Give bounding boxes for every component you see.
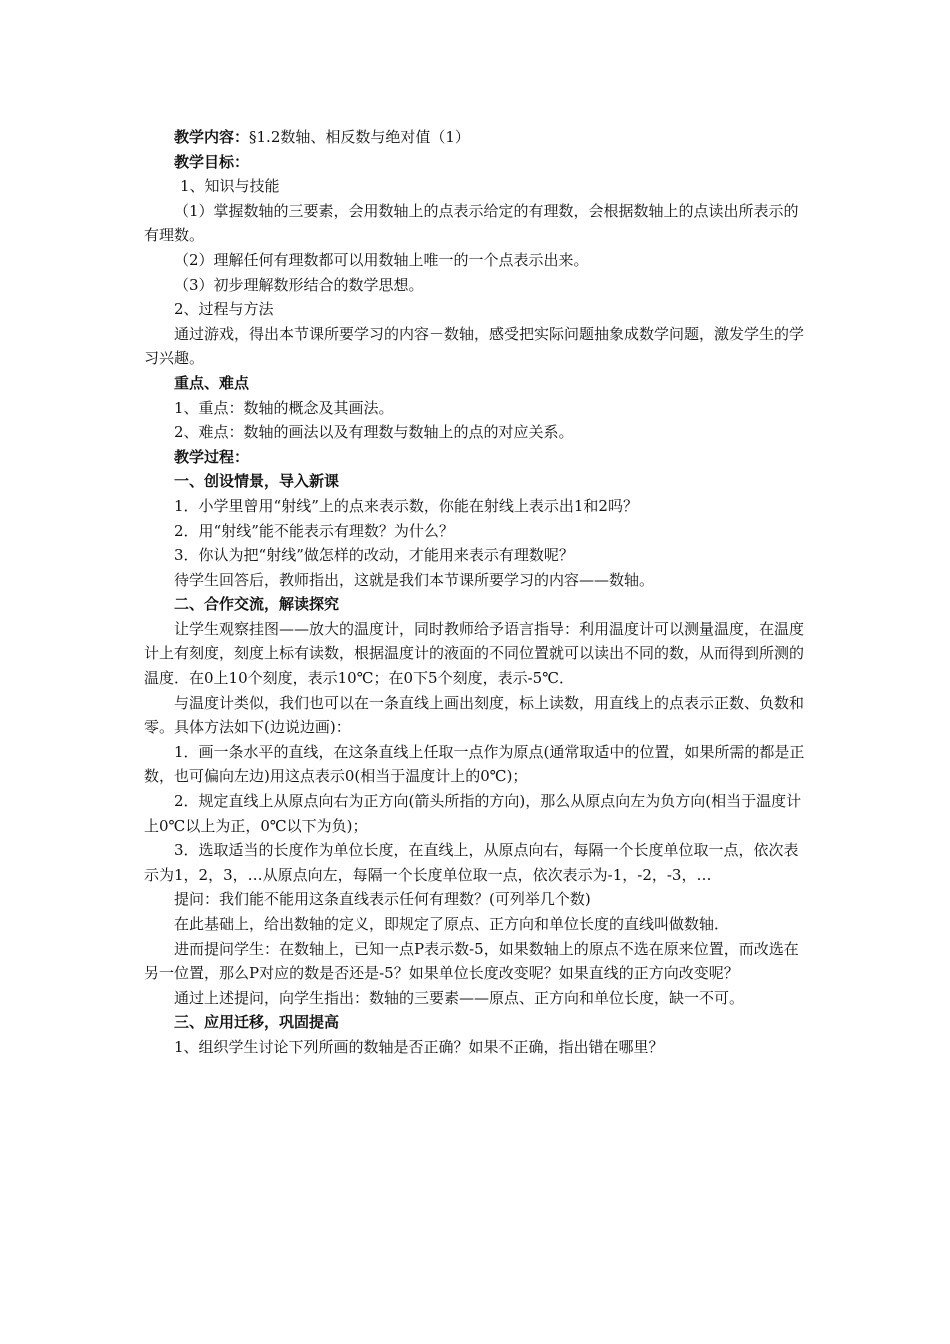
section-3-heading: 三、应用迁移，巩固提高 — [174, 1013, 340, 1032]
teaching-content-line — [144, 125, 812, 150]
objective-1-1: （1）掌握数轴的三要素，会用数轴上的点表示给定的有理数，会根据数轴上的点读出所表示的有理数。 — [144, 201, 799, 245]
section-2-further-question: 进而提问学生：在数轴上，已知一点P表示数-5，如果数轴上的原点不选在原来位置，而改选在另一位置，那么P对应的数是否还是-5？如果单位长度改变呢？如果直线的正方向改变呢？ — [144, 939, 799, 983]
section-2-paragraph-2: 与温度计类似，我们也可以在一条直线上画出刻度，标上读数，用直线上的点表示正数、负数和零。具体方法如下(边说边画)： — [144, 693, 805, 737]
section-2-step-3: 3．选取适当的长度作为单位长度，在直线上，从原点向右，每隔一个长度单位取一点，依次表示为1，2，3，…从原点向左，每隔一个长度单位取一点，依次表示为-1，-2，-3，… — [144, 841, 799, 884]
section-2-question: 提问：我们能不能用这条直线表示任何有理数？(可列举几个数) — [174, 890, 591, 909]
teaching-content-label: 教学内容： — [174, 128, 250, 146]
section-3-item-1: 1、组织学生讨论下列所画的数轴是否正确？如果不正确，指出错在哪里？ — [174, 1037, 664, 1056]
document-page — [144, 125, 812, 1060]
section-1-answer: 待学生回答后，教师指出，这就是我们本节课所要学习的内容——数轴。 — [174, 570, 655, 589]
section-1-question-3: 3．你认为把“射线”做怎样的改动，才能用来表示有理数呢？ — [174, 546, 574, 565]
section-2-conclusion: 通过上述提问，向学生指出：数轴的三要素——原点、正方向和单位长度，缺一不可。 — [174, 988, 745, 1007]
objective-1-2: （2）理解任何有理数都可以用数轴上唯一的一个点表示出来。 — [174, 250, 589, 269]
key-points-heading: 重点、难点 — [174, 373, 250, 392]
objective-2-text: 通过游戏，得出本节课所要学习的内容－数轴，感受把实际问题抽象成数学问题，激发学生的学习兴趣。 — [144, 324, 805, 368]
section-2-paragraph-1: 让学生观察挂图——放大的温度计，同时教师给予语言指导：利用温度计可以测量温度，在温度计上有刻度，刻度上标有读数，根据温度计的液面的不同位置就可以读出不同的数，从而得到所测的温度．在0上10个刻度，表示10℃；在0下5个刻度，表示-5℃． — [144, 619, 805, 688]
objective-1-3: （3）初步理解数形结合的数学思想。 — [174, 275, 424, 294]
key-point-2: 2、难点：数轴的画法以及有理数与数轴上的点的对应关系。 — [174, 423, 574, 442]
teaching-content-title: §1.2数轴、相反数与绝对值（1） — [249, 128, 470, 146]
section-1-question-2: 2．用“射线”能不能表示有理数？为什么？ — [174, 521, 454, 540]
objective-1-heading: 1、知识与技能 — [180, 177, 280, 196]
section-1-heading: 一、创设情景，导入新课 — [174, 472, 340, 491]
section-2-definition: 在此基础上，给出数轴的定义，即规定了原点、正方向和单位长度的直线叫做数轴． — [174, 915, 730, 933]
section-2-step-1: 1．画一条水平的直线，在这条直线上任取一点作为原点(通常取适中的位置，如果所需的都是正数，也可偏向左边)用这点表示0(相当于温度计上的0℃)； — [144, 742, 805, 786]
objectives-heading: 教学目标： — [174, 152, 250, 171]
section-1-question-1: 1．小学里曾用“射线”上的点来表示数，你能在射线上表示出1和2吗？ — [174, 496, 638, 515]
section-2-step-2: 2．规定直线上从原点向右为正方向(箭头所指的方向)，那么从原点向左为负方向(相当于温度计上0℃以上为正，0℃以下为负)； — [144, 792, 802, 835]
key-point-1: 1、重点：数轴的概念及其画法。 — [174, 398, 394, 417]
section-2-heading: 二、合作交流，解读探究 — [174, 595, 340, 614]
objective-2-heading: 2、过程与方法 — [174, 300, 274, 319]
teaching-process-heading: 教学过程： — [174, 447, 250, 466]
